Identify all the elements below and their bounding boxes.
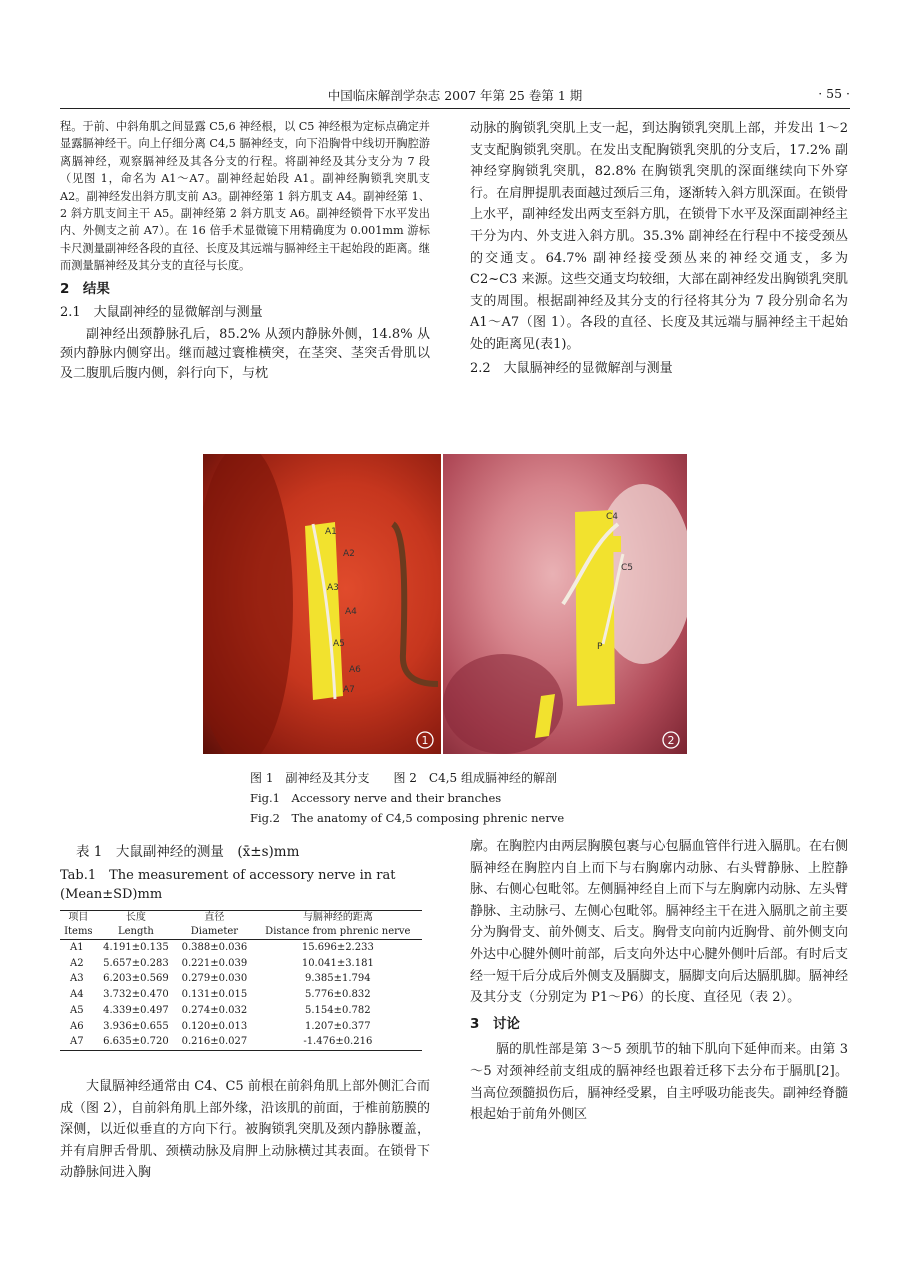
- section-heading-results: 2 结果: [60, 280, 110, 297]
- table-cell: 6.203±0.569: [103, 973, 169, 985]
- measurement-table: [60, 910, 422, 1051]
- dark-tissue-shape: [203, 454, 293, 754]
- table-cell: A6: [70, 1020, 84, 1032]
- paragraph-phrenic-cont: 廓。在胸腔内由两层胸膜包裹与心包膈血管伴行进入膈肌。在右侧膈神经在胸腔内自上而下与右胸廓内动脉、右头臂静脉、上腔静脉、右侧心包毗邻。左侧膈神经自上而下与左胸廓内动脉、左头臂静脉、主动脉弓、左侧心包毗邻。膈神经主干在进入膈肌之前主要分为胸骨支、前外侧支、后支。胸骨支向前内近胸骨、前外侧支向外达中心腱外侧叶前部，后支向外达中心腱外侧叶后部。有时后支经一短干后分成后外侧支及膈脚支，膈脚支向后达膈肌脚。膈神经及其分支（分别定为 P1～P6）的长度、直径见（表 2）。: [470, 839, 848, 1006]
- table-cell: 0.120±0.013: [181, 1020, 248, 1032]
- table-header-cell: Items: [60, 925, 97, 940]
- table-cell: 0.388±0.036: [181, 942, 248, 953]
- figure-1-segment-label: A5: [333, 639, 345, 649]
- figure-1-drawing: [203, 454, 441, 754]
- table-row: [60, 956, 422, 972]
- figure-2-label: C5: [621, 563, 634, 573]
- table-cell: 4.339±0.497: [103, 1004, 169, 1016]
- figure-photographs: [203, 454, 687, 754]
- subsection-heading-2-1: 2.1 大鼠副神经的显微解剖与测量: [60, 305, 263, 321]
- table-cell: A7: [60, 1034, 97, 1050]
- running-header: [60, 86, 850, 108]
- table-cell: 5.154±0.782: [305, 1004, 371, 1016]
- table-cell: 5.657±0.283: [103, 957, 169, 969]
- subsection-heading-2-2: 2.2 大鼠膈神经的显微解剖与测量: [470, 360, 673, 376]
- left-column-top: [60, 118, 430, 383]
- table-cell: A2: [70, 957, 84, 969]
- section-heading-discussion: 3 讨论: [470, 1015, 520, 1032]
- table-row: [60, 1019, 422, 1035]
- table-header-cell: Distance from phrenic nerve: [254, 925, 422, 940]
- table-cell: 9.385±1.794: [305, 973, 371, 985]
- figure-caption-en-2: Fig.2 The anatomy of C4,5 composing phrenic nerve: [250, 811, 565, 825]
- figure-caption-en-1: Fig.1 Accessory nerve and their branches: [250, 791, 502, 805]
- table-cell: A1: [70, 942, 84, 953]
- table-cell: 0.131±0.015: [181, 989, 248, 1001]
- journal-title: 中国临床解剖学杂志 2007 年第 25 卷第 1 期: [327, 88, 583, 103]
- figure-1-number: 1: [421, 734, 429, 747]
- paragraph-phrenic-nerve: 大鼠膈神经通常由 C4、C5 前根在前斜角肌上部外侧汇合而成（图 2），自前斜角肌上部外缘，沿该肌的前面，于椎前筋膜的深侧，以近似垂直的方向下行。被胸锁乳突肌及颈内静脉覆盖，并有肩胛舌骨肌、颈横动脉及肩胛上动脉横过其表面。在锁骨下动静脉间进入胸: [60, 1079, 430, 1181]
- paragraph-accessory-cont: 动脉的胸锁乳突肌上支一起，到达胸锁乳突肌上部，并发出 1～2 支支配胸锁乳突肌。在发出支配胸锁乳突肌的分支后，17.2% 副神经穿胸锁乳突肌，82.8% 在胸锁乳突肌的深面继续向下外穿行。在肩胛提肌表面越过颈后三角，逐渐转入斜方肌深面。在锁骨上水平，副神经发出两支至斜方肌，在锁骨下水平及深面副神经主干分为内、外支进入斜方肌。35.3% 副神经在行程中不接受颈丛的交通支。64.7% 副神经接受颈丛来的神经交通支，多为 C2~C3 来源。这些交通支均较细，大部在副神经发出胸锁乳突肌支的周围。根据副神经及其分支的行径将其分为 7 段分别命名为 A1～A7（图 1）。各段的直径、长度及其远端与膈神经主干起始处的距离见(表1)。: [470, 121, 848, 352]
- table-title-en: Tab.1 The measurement of accessory nerve in rat (Mean±SD)mm: [60, 868, 396, 902]
- table-cell: 5.776±0.832: [305, 989, 371, 1001]
- figure-2-number: 2: [667, 734, 675, 747]
- figure-1-segment-label: A1: [325, 527, 337, 537]
- table-row: [60, 971, 422, 987]
- table-cell: 0.274±0.032: [181, 1004, 248, 1016]
- table-cell: A5: [70, 1004, 84, 1016]
- paragraph-2-1: 副神经出颈静脉孔后，85.2% 从颈内静脉外侧，14.8% 从颈内静脉内侧穿出。继而越过寰椎横突，在茎突、茎突舌骨肌以及二腹肌后腹内侧，斜行向下，与枕: [60, 326, 430, 381]
- table-header-cell: Length: [97, 925, 176, 940]
- table-cell: -1.476±0.216: [254, 1034, 422, 1050]
- figure-1-segment-label: A2: [343, 549, 355, 559]
- header-rule: [60, 108, 850, 109]
- figure-2-label: C4: [606, 512, 619, 522]
- table-header-cell: 与膈神经的距离: [254, 911, 422, 926]
- table-cell: 3.936±0.655: [103, 1020, 169, 1032]
- figure-caption-cn: 图 1 副神经及其分支 图 2 C4,5 组成膈神经的解剖: [250, 771, 557, 785]
- table-cell: 15.696±2.233: [301, 942, 374, 953]
- table-cell: A3: [70, 973, 84, 985]
- table-cell: 1.207±0.377: [305, 1020, 371, 1032]
- left-column-bottom: [60, 1076, 430, 1184]
- table-cell: 4.191±0.135: [103, 942, 169, 953]
- table-header-cell: 直径: [175, 911, 254, 926]
- table-header-cell: Diameter: [175, 925, 254, 940]
- table-row: [60, 987, 422, 1003]
- table-row: [60, 1003, 422, 1019]
- figure-caption: [250, 768, 564, 828]
- methods-paragraph: 程。于前、中斜角肌之间显露 C5,6 神经根，以 C5 神经根为定标点确定并显露膈神经干。向上仔细分离 C4,5 膈神经支，向下沿胸骨中线切开胸腔游离膈神经，观察膈神经及其各分支的行程。将副神经及其分支分为 7 段（见图 1，命名为 A1～A7。副神经起始段 A1。副神经胸锁乳突肌支 A2。副神经发出斜方肌支前 A3。副神经第 1 斜方肌支 A4。副神经第 1、2 斜方肌支间主干 A5。副神经第 2 斜方肌支 A6。副神经锁骨下水平发出内、外侧支之前 A7）。在 16 倍手术显微镜下用精确度为 0.001mm 游标卡尺测量副神经各段的直径、长度及其远端与膈神经主干起始段的距离。继而测量膈神经及其分支的直径与长度。: [60, 120, 430, 273]
- table-1-block: [60, 840, 430, 1051]
- table-cell: 6.635±0.720: [97, 1034, 176, 1050]
- table-cell: 3.732±0.470: [103, 989, 169, 1001]
- figure-1-segment-label: A3: [327, 583, 339, 593]
- retractor-shape: [393, 524, 438, 684]
- table-row: [60, 1034, 422, 1050]
- table-title-cn: 表 1 大鼠副神经的测量 (x̄±s)mm: [76, 844, 300, 860]
- table-cell: 0.279±0.030: [181, 973, 248, 985]
- figure-1-photo: [203, 454, 441, 754]
- figure-1-segment-label: A7: [343, 685, 355, 695]
- table-header-cell: 项目: [60, 911, 97, 926]
- table-row: [60, 940, 422, 956]
- figure-2-drawing: [443, 454, 687, 754]
- table-cell: 0.221±0.039: [181, 957, 248, 969]
- paragraph-discussion: 膈的肌性部是第 3～5 颈肌节的轴下肌向下延伸而来。由第 3～5 对颈神经前支组成的膈神经也跟着迁移下去分布于膈肌[2]。当高位颈髓损伤后，膈神经受累，自主呼吸功能丧失。副神经脊髓根起始于前角外侧区: [470, 1042, 848, 1123]
- yellow-marker-strip: [305, 522, 343, 700]
- figure-1-segment-label: A4: [345, 607, 357, 617]
- figure-2-photo: [443, 454, 687, 754]
- right-column-top: [470, 118, 848, 381]
- page-number: · 55 ·: [818, 86, 850, 101]
- table-header-cell: 长度: [97, 911, 176, 926]
- table-cell: 0.216±0.027: [175, 1034, 254, 1050]
- right-column-bottom: [470, 836, 848, 1126]
- table-cell: 10.041±3.181: [301, 957, 374, 969]
- table-cell: A4: [70, 989, 84, 1001]
- figure-1-segment-label: A6: [349, 665, 361, 675]
- figure-2-label: P: [597, 642, 603, 652]
